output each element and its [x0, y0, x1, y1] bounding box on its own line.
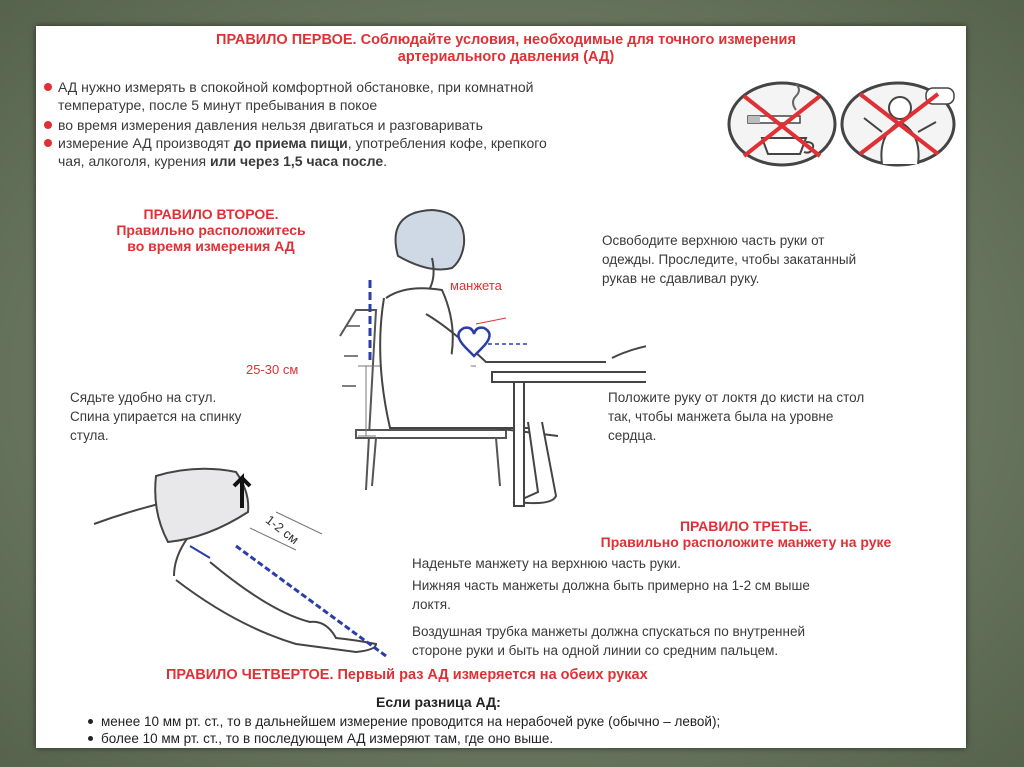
bullet-dot-icon — [88, 736, 93, 741]
rule3-title-line2: Правильно расположите манжету на руке — [600, 534, 892, 550]
rule4-title: ПРАВИЛО ЧЕТВЕРТОЕ. Первый раз АД измеряется на обеих руках — [166, 667, 648, 683]
rule1-bullet3-a: измерение АД производят — [58, 135, 234, 151]
rule1-bullet3-line2-c: . — [383, 153, 387, 169]
no-talking-moving-icon — [838, 80, 962, 168]
instruction-sheet — [36, 26, 966, 748]
rule4-if-header: Если разница АД: — [376, 694, 501, 710]
bullet-dot-icon — [44, 121, 52, 129]
rule1-bullet3-line2-a: чая, алкоголя, курения — [58, 153, 210, 169]
rule1-bullet1-line1: АД нужно измерять в спокойной комфортной обстановке, при комнатной — [58, 79, 534, 95]
rule1-title-line1: ПРАВИЛО ПЕРВОЕ. Соблюдайте условия, необходимые для точного измерения — [216, 32, 796, 48]
rule2-title-line1: ПРАВИЛО ВТОРОЕ. — [143, 206, 279, 222]
bullet-dot-icon — [88, 719, 93, 724]
rule2-title-line2: Правильно расположитесь — [116, 222, 306, 238]
rule4-item2 — [88, 731, 553, 746]
rule2-sleeve-line1: Освободите верхнюю часть руки от — [602, 233, 825, 248]
rule2-sit-text — [70, 388, 318, 445]
rule2-sit-line2: Спина упирается на спинку — [70, 409, 242, 424]
rule3-text2 — [412, 576, 952, 614]
rule4-item1-text: менее 10 мм рт. ст., то в дальнейшем измерение проводится на нерабочей руке (обычно – левой); — [101, 714, 721, 729]
rule1-bullet2 — [44, 116, 724, 134]
rule3-title — [576, 518, 916, 550]
bullet-dot-icon — [44, 83, 52, 91]
rule1-bullet3-bold: до приема пищи — [233, 135, 348, 151]
rule1-title — [76, 32, 936, 66]
rule1-bullet1 — [44, 78, 724, 114]
rule3-text3 — [412, 622, 952, 660]
rule2-arm-line2: так, чтобы манжета была на уровне — [608, 409, 834, 424]
rule2-arm-line3: сердца. — [608, 428, 657, 443]
rule2-sit-line1: Сядьте удобно на стул. — [70, 390, 217, 405]
rule1-title-line2: артериального давления (АД) — [397, 49, 615, 65]
rule3-text1: Наденьте манжету на верхнюю часть руки. — [412, 556, 681, 571]
cuff-label: манжета — [450, 278, 502, 293]
bullet-dot-icon — [44, 139, 52, 147]
rule3-text3-line2: стороне руки и быть на одной линии со средним пальцем. — [412, 643, 779, 658]
arm-cuff-illustration — [86, 466, 426, 666]
rule1-bullet3 — [44, 134, 724, 170]
rule1-bullet3-line2-bold: или через 1,5 часа после — [210, 153, 384, 169]
rule2-title — [76, 206, 346, 254]
rule2-arm-text — [608, 388, 954, 445]
rule2-sleeve-line3: рукав не сдавливал руку. — [602, 271, 760, 286]
rule2-arm-line1: Положите руку от локтя до кисти на стол — [608, 390, 865, 405]
no-smoking-coffee-icon — [726, 80, 838, 168]
rule3-title-line1: ПРАВИЛО ТРЕТЬЕ. — [679, 518, 813, 534]
rule1-bullet1-line2: температуре, после 5 минут пребывания в покое — [58, 97, 378, 113]
rule2-title-line3: во время измерения АД — [127, 238, 295, 254]
distance-label: 1-2 см — [262, 512, 302, 548]
rule2-sleeve-line2: одежды. Проследите, чтобы закатанный — [602, 252, 857, 267]
rule4-item2-text: более 10 мм рт. ст., то в последующем АД измеряют там, где оно выше. — [101, 731, 554, 746]
rule2-sleeve-text — [602, 231, 948, 288]
rule4-item1 — [88, 714, 720, 729]
rule1-bullet3-c: , употребления кофе, крепкого — [347, 135, 547, 151]
rule1-bullet2-text: во время измерения давления нельзя двигаться и разговаривать — [58, 117, 483, 133]
rule3-text2-line1: Нижняя часть манжеты должна быть примерно на 1-2 см выше — [412, 578, 810, 593]
rule2-sit-line3: стула. — [70, 428, 109, 443]
rule3-text3-line1: Воздушная трубка манжеты должна спускаться по внутренней — [412, 624, 806, 639]
rule3-text2-line2: локтя. — [412, 597, 451, 612]
height-label: 25-30 см — [246, 362, 299, 377]
